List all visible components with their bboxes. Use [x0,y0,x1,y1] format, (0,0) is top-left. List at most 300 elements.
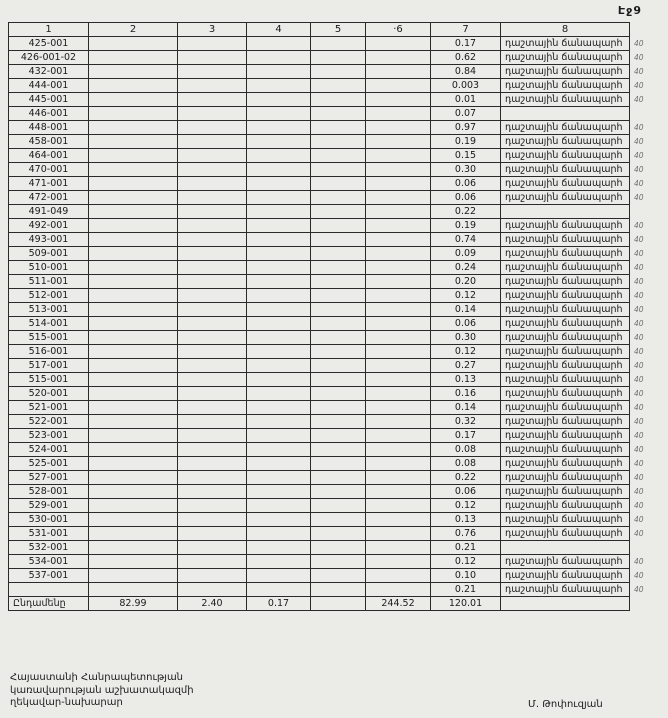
col-4-cell [247,457,311,471]
col-3-cell [178,233,247,247]
col-3-cell [178,289,247,303]
col-2-cell [89,191,178,205]
length-cell: 0.14 [431,303,501,317]
col-5-cell [311,65,366,79]
total-col-7: 120.01 [431,597,501,611]
col-4-cell [247,373,311,387]
col-2-cell [89,275,178,289]
table-row [9,205,656,219]
length-cell: 0.06 [431,177,501,191]
col-6-cell [366,79,431,93]
code-cell: 515-001 [9,373,89,387]
code-cell: 509-001 [9,247,89,261]
road-type-cell: դաշտային ճանապարհ [501,513,630,527]
col-5-cell [311,471,366,485]
code-cell: 524-001 [9,443,89,457]
road-type-cell: դաշտային ճանապարհ [501,415,630,429]
col-5-cell [311,289,366,303]
col-6-cell [366,541,431,555]
road-type-cell: դաշտային ճանապարհ [501,37,630,51]
margin-mark: 40 [634,515,644,524]
col-3-cell [178,37,247,51]
col-3-cell [178,583,247,597]
road-type-cell: դաշտային ճանապարհ [501,275,630,289]
table-row [9,527,656,541]
col-6-cell [366,149,431,163]
table-row [9,149,656,163]
col-5-cell [311,163,366,177]
footer-line-1: Հայաստանի Հանրապետության [10,672,184,683]
margin-mark: 40 [634,95,644,104]
col-3-cell [178,93,247,107]
length-cell: 0.19 [431,219,501,233]
length-cell: 0.22 [431,205,501,219]
column-header: 8 [501,23,630,37]
col-5-cell [311,373,366,387]
col-4-cell [247,163,311,177]
col-5-cell [311,415,366,429]
length-cell: 0.12 [431,499,501,513]
col-3-cell [178,261,247,275]
code-cell: 523-001 [9,429,89,443]
col-4-cell [247,261,311,275]
road-type-cell: դաշտային ճանապարհ [501,121,630,135]
col-2-cell [89,457,178,471]
col-2-cell [89,555,178,569]
margin-mark [630,107,656,121]
col-2-cell [89,317,178,331]
margin-mark: 40 [634,333,644,342]
col-5-cell [311,107,366,121]
length-cell: 0.17 [431,37,501,51]
margin-mark: 40 [634,389,644,398]
road-type-cell: դաշտային ճանապարհ [501,65,630,79]
col-6-cell [366,415,431,429]
col-6-cell [366,303,431,317]
margin-mark: 40 [634,557,644,566]
col-5-cell [311,303,366,317]
col-4-cell [247,471,311,485]
length-cell: 0.14 [431,401,501,415]
col-2-cell [89,121,178,135]
col-5-cell [311,247,366,261]
col-6-cell [366,331,431,345]
col-4-cell [247,275,311,289]
col-5-cell [311,401,366,415]
col-3-cell [178,359,247,373]
margin-mark: 40 [634,403,644,412]
length-cell: 0.09 [431,247,501,261]
col-6-cell [366,37,431,51]
table-body [9,37,656,611]
code-cell: 522-001 [9,415,89,429]
length-cell: 0.06 [431,485,501,499]
code-cell: 464-001 [9,149,89,163]
code-cell: 511-001 [9,275,89,289]
col-4-cell [247,345,311,359]
table-row [9,163,656,177]
margin-mark: 40 [634,417,644,426]
total-col-5 [311,597,366,611]
col-6-cell [366,177,431,191]
table-row [9,275,656,289]
col-4-cell [247,499,311,513]
margin-mark: 40 [634,291,644,300]
road-type-cell: դաշտային ճանապարհ [501,345,630,359]
length-cell: 0.76 [431,527,501,541]
code-cell: 432-001 [9,65,89,79]
col-3-cell [178,471,247,485]
column-header: 3 [178,23,247,37]
col-2-cell [89,569,178,583]
col-2-cell [89,107,178,121]
total-label: Ընդամենը [9,597,89,611]
code-cell: 492-001 [9,219,89,233]
margin-mark: 40 [634,235,644,244]
table-row [9,443,656,457]
col-3-cell [178,443,247,457]
code-cell: 528-001 [9,485,89,499]
code-cell: 515-001 [9,331,89,345]
col-3-cell [178,163,247,177]
col-2-cell [89,177,178,191]
length-cell: 0.32 [431,415,501,429]
length-cell: 0.12 [431,345,501,359]
total-col-3: 2.40 [178,597,247,611]
table-row [9,485,656,499]
code-cell [9,583,89,597]
road-type-cell: դաշտային ճանապարհ [501,555,630,569]
road-type-cell: դաշտային ճանապարհ [501,527,630,541]
road-type-cell: դաշտային ճանապարհ [501,303,630,317]
col-2-cell [89,135,178,149]
length-cell: 0.17 [431,429,501,443]
col-6-cell [366,275,431,289]
col-4-cell [247,289,311,303]
col-6-cell [366,93,431,107]
table-row [9,261,656,275]
col-6-cell [366,233,431,247]
col-3-cell [178,429,247,443]
col-4-cell [247,513,311,527]
signature-name: Մ. Թոփուզյան [528,699,603,710]
code-cell: 444-001 [9,79,89,93]
col-3-cell [178,149,247,163]
table-row [9,107,656,121]
road-type-cell: դաշտային ճանապարհ [501,261,630,275]
length-cell: 0.07 [431,107,501,121]
col-4-cell [247,107,311,121]
road-type-cell: դաշտային ճանապարհ [501,289,630,303]
col-5-cell [311,317,366,331]
col-2-cell [89,51,178,65]
col-3-cell [178,331,247,345]
margin-mark: 40 [634,179,644,188]
table-row [9,317,656,331]
road-type-cell: դաշտային ճանապարհ [501,401,630,415]
col-4-cell [247,65,311,79]
margin-mark: 40 [634,431,644,440]
total-col-6: 244.52 [366,597,431,611]
code-cell: 520-001 [9,387,89,401]
length-cell: 0.97 [431,121,501,135]
table-row [9,65,656,79]
col-5-cell [311,555,366,569]
col-2-cell [89,247,178,261]
col-3-cell [178,303,247,317]
col-5-cell [311,149,366,163]
col-4-cell [247,331,311,345]
road-type-cell: դաշտային ճանապարհ [501,499,630,513]
table-row [9,121,656,135]
col-2-cell [89,401,178,415]
col-2-cell [89,79,178,93]
col-5-cell [311,331,366,345]
margin-mark: 40 [634,165,644,174]
length-cell: 0.08 [431,457,501,471]
road-type-cell: դաշտային ճանապարհ [501,191,630,205]
col-4-cell [247,387,311,401]
table-row [9,471,656,485]
margin-mark: 40 [634,67,644,76]
col-5-cell [311,121,366,135]
table-row [9,429,656,443]
col-4-cell [247,149,311,163]
length-cell: 0.24 [431,261,501,275]
col-5-cell [311,387,366,401]
col-2-cell [89,289,178,303]
length-cell: 0.01 [431,93,501,107]
code-cell: 527-001 [9,471,89,485]
col-4-cell [247,191,311,205]
col-4-cell [247,541,311,555]
col-2-cell [89,415,178,429]
margin-mark: 40 [634,221,644,230]
col-2-cell [89,373,178,387]
col-4-cell [247,219,311,233]
col-6-cell [366,65,431,79]
road-type-cell: դաշտային ճանապարհ [501,331,630,345]
length-cell: 0.84 [431,65,501,79]
length-cell: 0.62 [431,51,501,65]
table-row [9,247,656,261]
col-5-cell [311,135,366,149]
code-cell: 448-001 [9,121,89,135]
col-4-cell [247,583,311,597]
col-6-cell [366,373,431,387]
margin-mark: 40 [634,361,644,370]
code-cell: 491-049 [9,205,89,219]
col-4-cell [247,51,311,65]
col-6-cell [366,457,431,471]
col-4-cell [247,401,311,415]
col-5-cell [311,541,366,555]
col-4-cell [247,359,311,373]
col-2-cell [89,443,178,457]
col-4-cell [247,443,311,457]
road-type-cell: դաշտային ճանապարհ [501,471,630,485]
col-6-cell [366,485,431,499]
margin-mark: 40 [634,249,644,258]
length-cell: 0.74 [431,233,501,247]
col-2-cell [89,205,178,219]
col-5-cell [311,205,366,219]
table-row [9,135,656,149]
road-type-cell: դաշտային ճանապարհ [501,163,630,177]
margin-mark: 40 [634,39,644,48]
road-list-table [8,22,656,611]
total-col-8 [501,597,630,611]
col-2-cell [89,219,178,233]
col-6-cell [366,583,431,597]
code-cell: 426-001-02 [9,51,89,65]
col-6-cell [366,569,431,583]
col-4-cell [247,247,311,261]
table-row [9,289,656,303]
col-3-cell [178,79,247,93]
column-header: ·6 [366,23,431,37]
col-6-cell [366,513,431,527]
code-cell: 516-001 [9,345,89,359]
road-type-cell: դաշտային ճանապարհ [501,485,630,499]
header-row [9,23,656,37]
col-5-cell [311,93,366,107]
col-4-cell [247,121,311,135]
col-2-cell [89,331,178,345]
col-3-cell [178,387,247,401]
code-cell: 493-001 [9,233,89,247]
table-row [9,191,656,205]
code-cell: 458-001 [9,135,89,149]
table-row [9,583,656,597]
table-row [9,513,656,527]
col-4-cell [247,429,311,443]
col-2-cell [89,233,178,247]
col-2-cell [89,261,178,275]
length-cell: 0.30 [431,331,501,345]
road-type-cell [501,107,630,121]
col-2-cell [89,93,178,107]
col-3-cell [178,205,247,219]
length-cell: 0.15 [431,149,501,163]
margin-mark: 40 [634,473,644,482]
code-cell: 513-001 [9,303,89,317]
table-row [9,373,656,387]
col-5-cell [311,345,366,359]
col-3-cell [178,555,247,569]
col-2-cell [89,513,178,527]
length-cell: 0.21 [431,541,501,555]
total-col-2: 82.99 [89,597,178,611]
col-5-cell [311,191,366,205]
length-cell: 0.21 [431,583,501,597]
table-row [9,51,656,65]
margin-mark: 40 [634,123,644,132]
footer-line-3: ղեկավար-նախարար [10,697,123,708]
code-cell: 521-001 [9,401,89,415]
road-type-cell: դաշտային ճանապարհ [501,373,630,387]
col-3-cell [178,219,247,233]
code-cell: 514-001 [9,317,89,331]
col-6-cell [366,289,431,303]
table-row [9,303,656,317]
col-2-cell [89,359,178,373]
col-6-cell [366,191,431,205]
col-3-cell [178,275,247,289]
margin-mark: 40 [634,459,644,468]
table-row [9,415,656,429]
col-5-cell [311,457,366,471]
page-number: Էջ9 [617,4,642,17]
col-2-cell [89,163,178,177]
col-5-cell [311,513,366,527]
road-type-cell: դաշտային ճանապարհ [501,149,630,163]
road-type-cell [501,205,630,219]
col-3-cell [178,65,247,79]
col-4-cell [247,177,311,191]
margin-header [630,23,656,37]
road-type-cell: դաշտային ճանապարհ [501,583,630,597]
col-5-cell [311,485,366,499]
footer-block [10,672,194,710]
col-4-cell [247,79,311,93]
col-2-cell [89,541,178,555]
col-5-cell [311,177,366,191]
col-6-cell [366,107,431,121]
col-3-cell [178,485,247,499]
length-cell: 0.16 [431,387,501,401]
col-3-cell [178,191,247,205]
col-2-cell [89,583,178,597]
table-row [9,233,656,247]
table-row [9,345,656,359]
table-row [9,499,656,513]
col-2-cell [89,499,178,513]
col-2-cell [89,429,178,443]
col-4-cell [247,317,311,331]
col-5-cell [311,359,366,373]
code-cell: 446-001 [9,107,89,121]
column-header: 5 [311,23,366,37]
col-4-cell [247,93,311,107]
code-cell: 529-001 [9,499,89,513]
margin-mark: 40 [634,137,644,146]
col-6-cell [366,247,431,261]
col-3-cell [178,457,247,471]
code-cell: 471-001 [9,177,89,191]
col-5-cell [311,569,366,583]
margin-mark: 40 [634,585,644,594]
col-3-cell [178,121,247,135]
length-cell: 0.12 [431,289,501,303]
margin-mark: 40 [634,487,644,496]
road-type-cell: դաշտային ճանապարհ [501,177,630,191]
col-4-cell [247,569,311,583]
col-6-cell [366,135,431,149]
col-6-cell [366,499,431,513]
col-6-cell [366,387,431,401]
code-cell: 525-001 [9,457,89,471]
length-cell: 0.08 [431,443,501,457]
road-type-cell: դաշտային ճանապարհ [501,387,630,401]
col-2-cell [89,387,178,401]
col-4-cell [247,205,311,219]
margin-mark [630,205,656,219]
margin-mark: 40 [634,529,644,538]
col-2-cell [89,345,178,359]
code-cell: 425-001 [9,37,89,51]
margin-mark: 40 [634,305,644,314]
